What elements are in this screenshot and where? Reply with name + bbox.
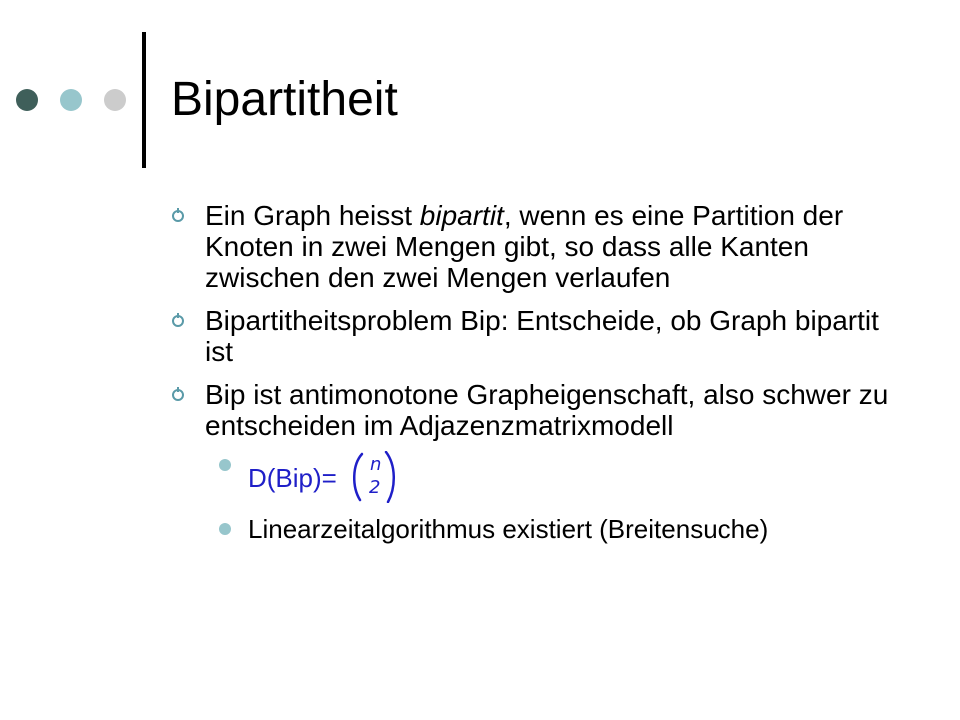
bullet-ring-icon <box>172 210 184 222</box>
bullet-emphasis: bipartit <box>419 200 504 231</box>
bullet-text-start: Ein Graph heisst <box>205 200 420 231</box>
title-divider <box>142 32 146 168</box>
slide-title: Bipartitheit <box>171 73 398 126</box>
bullet-text: Bip ist antimonotone Grapheigenschaft, also schwer zu entscheiden im Adjazenzmatrixmodell <box>205 379 889 441</box>
sub-bullet-text: D(Bip)= <box>248 462 337 493</box>
sub-bullet-dot-icon <box>219 459 231 471</box>
dot-dark-icon <box>16 89 38 111</box>
sub-bullet-list <box>217 451 890 544</box>
bullet-text-end: , wenn es eine Partition der Knoten in zwei Mengen gibt, so dass alle Kanten zwischen den zwei Mengen verlaufen <box>205 200 844 293</box>
sub-bullet-linear-time <box>217 515 890 544</box>
binomial-handwritten <box>348 451 404 509</box>
slide-content <box>170 200 890 550</box>
bullet-ring-icon <box>172 389 184 401</box>
sub-bullet-dot-icon <box>219 523 231 535</box>
sub-bullet-text: Linearzeitalgorithmus existiert (Breitensuche) <box>248 514 769 544</box>
dot-light-icon <box>104 89 126 111</box>
binomial-svg <box>348 451 404 503</box>
binomial-top: n <box>370 454 382 475</box>
bullet-ring-icon <box>172 315 184 327</box>
sub-bullet-complexity <box>217 451 890 509</box>
binomial-bottom: 2 <box>369 477 381 498</box>
bullet-text: Bipartitheitsproblem Bip: Entscheide, ob Graph bipartit ist <box>205 305 879 367</box>
bullet-item-antimonotone <box>170 379 890 441</box>
bullet-item-definition <box>170 200 890 293</box>
bullet-item-problem <box>170 305 890 367</box>
dot-mid-icon <box>60 89 82 111</box>
